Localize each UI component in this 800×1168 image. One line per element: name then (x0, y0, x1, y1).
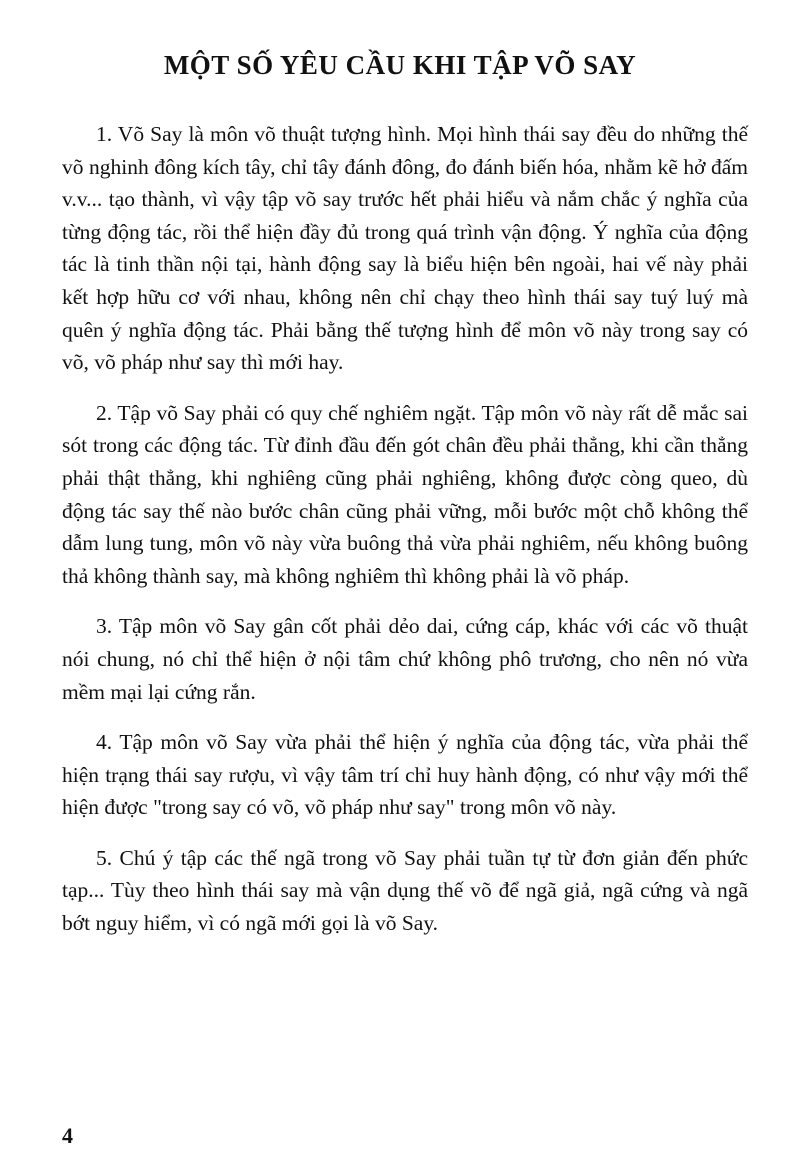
paragraph-5: 5. Chú ý tập các thế ngã trong võ Say phải tuần tự từ đơn giản đến phức tạp... Tùy theo hình thái say mà vận dụng thế võ để ngã giả, ngã cứng và ngã bớt nguy hiểm, vì có ngã mới gọi là võ Say. (62, 845, 748, 936)
paragraph-4: 4. Tập môn võ Say vừa phải thể hiện ý nghĩa của động tác, vừa phải thể hiện trạng thái say rượu, vì vậy tâm trí chỉ huy hành động, có như vậy mới thể hiện được "trong say có võ, võ pháp như say" trong môn võ này. (62, 730, 748, 820)
body-text (62, 118, 748, 958)
paragraph-1: 1. Võ Say là môn võ thuật tượng hình. Mọi hình thái say đều do những thế võ nghinh đông kích tây, chỉ tây đánh đông, đo đánh biến hóa, nhằm kẽ hở đấm v.v... tạo thành, vì vậy tập võ say trước hết phải hiểu và nắm chắc ý nghĩa của từng động tác, rồi thể hiện đầy đủ trong quá trình vận động. Ý nghĩa của động tác là tinh thần nội tại, hành động say là biểu hiện bên ngoài, hai vế này phải kết hợp hữu cơ với nhau, không nên chỉ chạy theo hình thái say tuý luý mà quên ý nghĩa động tác. Phải bằng thế tượng hình để môn võ này trong say có võ, võ pháp như say thì mới hay. (62, 122, 748, 375)
page-title: MỘT SỐ YÊU CẦU KHI TẬP VÕ SAY (163, 50, 637, 80)
paragraph-3: 3. Tập môn võ Say gân cốt phải dẻo dai, cứng cáp, khác với các võ thuật nói chung, nó chỉ thể hiện ở nội tâm chứ không phô trương, cho nên nó vừa mềm mại lại cứng rắn. (62, 614, 748, 704)
paragraph-2: 2. Tập võ Say phải có quy chế nghiêm ngặt. Tập môn võ này rất dễ mắc sai sót trong các động tác. Từ đỉnh đầu đến gót chân đều phải thẳng, khi cần thẳng phải thật thẳng, khi nghiêng cũng phải nghiêng, không được còng queo, dù động tác say thế nào bước chân cũng phải vững, mỗi bước một chỗ không thể dẫm lung tung, môn võ này vừa buông thả vừa phải nghiêm, nếu không buông thả không thành say, mà không nghiêm thì không phải là võ pháp. (62, 400, 748, 588)
page-number: 4 (62, 1123, 73, 1148)
